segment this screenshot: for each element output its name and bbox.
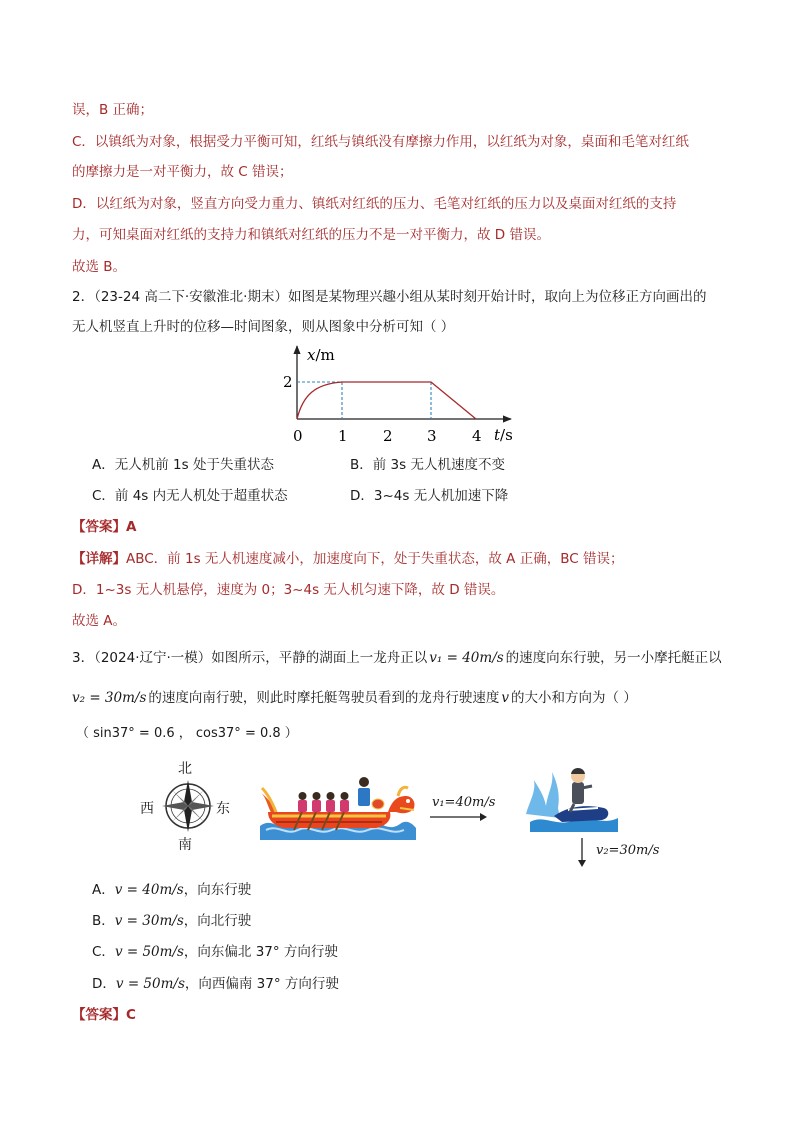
q3-option-d-letter: D．	[92, 976, 116, 992]
q2-option-b: B．前 3s 无人机速度不变	[350, 457, 505, 473]
q3-answer-line	[72, 1005, 136, 1025]
q3-stem-line-2	[72, 688, 637, 708]
q3-option-a-letter: A．	[92, 882, 115, 898]
q3-option-b	[92, 911, 251, 931]
q3-option-c	[92, 942, 338, 962]
q2-displacement-time-graph	[275, 340, 525, 450]
q2-option-d: D．3~4s 无人机加速下降	[350, 488, 509, 504]
prev-solution-line-2: C．以镇纸为对象，根据受力平衡可知，红纸与镇纸没有摩擦力作用，以红纸为对象，桌面和毛笔对红纸	[72, 134, 689, 150]
q2-stem-line-2: 无人机竖直上升时的位移—时间图象，则从图象中分析可知（ ）	[72, 319, 455, 335]
graph-x-tick-3: 3	[427, 427, 437, 445]
q3-v-symbol: v	[501, 690, 510, 706]
dragon-boat-image	[258, 768, 418, 840]
graph-x-tick-0: 0	[293, 427, 303, 445]
v1-arrow-icon	[430, 812, 488, 822]
q3-option-b-math: v = 30m/s	[114, 913, 184, 929]
compass-north-label: 北	[178, 761, 192, 777]
graph-curve	[297, 382, 476, 419]
v2-arrow-icon	[577, 838, 587, 868]
q3-option-d	[92, 974, 339, 994]
prev-solution-line-1: 误，B 正确；	[72, 102, 154, 118]
compass-west-label: 西	[140, 801, 154, 817]
q3-stem-2a: 的速度向南行驶，则此时摩托艇驾驶员看到的龙舟行驶速度	[148, 690, 500, 706]
graph-x-tick-2: 2	[383, 427, 393, 445]
answer-tag: 【答案】	[72, 519, 126, 535]
answer-value: A	[126, 519, 137, 535]
q3-stem-2b: 的大小和方向为（ ）	[511, 690, 637, 706]
graph-x-tick-4: 4	[472, 427, 482, 445]
q3-stem-line-1	[72, 648, 722, 668]
q2-conclusion: 故选 A。	[72, 613, 127, 629]
q3-stem-1b: 的速度向东行驶，另一小摩托艇正以	[505, 650, 722, 666]
q2-stem-line-1: 2．（23-24 高二下·安徽淮北·期末）如图是某物理兴趣小组从某时刻开始计时，取向上为位移正方向画出的	[72, 289, 707, 305]
q3-option-c-math: v = 50m/s	[114, 944, 184, 960]
v2-arrow-label: v₂=30m/s	[596, 843, 660, 858]
q3-option-a	[92, 880, 251, 900]
q3-option-a-math: v = 40m/s	[114, 882, 184, 898]
q2-option-c: C．前 4s 内无人机处于超重状态	[92, 488, 288, 504]
jet-ski-image	[524, 762, 620, 834]
compass-rose-icon	[160, 778, 216, 834]
q2-detail-line-1	[72, 549, 623, 569]
q3-answer-tag: 【答案】	[72, 1007, 126, 1023]
q3-answer-value: C	[126, 1007, 136, 1023]
graph-y-label: x/m	[307, 346, 335, 364]
graph-y-tick-2: 2	[283, 373, 293, 391]
compass-diagram	[138, 758, 238, 854]
graph-x-label: t/s	[494, 426, 513, 444]
q3-option-c-letter: C．	[92, 944, 115, 960]
graph-x-tick-1: 1	[338, 427, 348, 445]
compass-south-label: 南	[178, 837, 192, 853]
prev-solution-line-3: 的摩擦力是一对平衡力，故 C 错误；	[72, 164, 293, 180]
prev-solution-line-5: 力，可知桌面对红纸的支持力和镇纸对红纸的压力不是一对平衡力，故 D 错误。	[72, 227, 550, 243]
q3-v2-math: v₂ = 30m/s	[72, 690, 147, 706]
q3-option-b-letter: B．	[92, 913, 115, 929]
compass-east-label: 东	[216, 801, 230, 817]
q3-option-d-text: ，向西偏南 37° 方向行驶	[184, 976, 339, 992]
q3-option-b-text: ，向北行驶	[183, 913, 252, 929]
q2-detail-line-2: D．1~3s 无人机悬停，速度为 0；3~4s 无人机匀速下降，故 D 错误。	[72, 582, 505, 598]
detail-tag: 【详解】	[72, 551, 126, 567]
prev-solution-conclusion: 故选 B。	[72, 259, 127, 275]
q3-option-a-text: ，向东行驶	[183, 882, 252, 898]
q3-stem-1a: 3．（2024·辽宁·一模）如图所示，平静的湖面上一龙舟正以	[72, 650, 428, 666]
v1-arrow-label: v₁=40m/s	[432, 795, 496, 810]
q3-v1-math: v₁ = 40m/s	[429, 650, 504, 666]
detail-text-1: ABC．前 1s 无人机速度减小，加速度向下，处于失重状态，故 A 正确，BC 错误；	[126, 551, 624, 567]
q3-option-d-math: v = 50m/s	[115, 976, 185, 992]
q3-option-c-text: ，向东偏北 37° 方向行驶	[183, 944, 338, 960]
q2-answer-line	[72, 517, 136, 537]
q3-hint: （ sin37° = 0.6 ， cos37° = 0.8 ）	[76, 726, 298, 741]
q2-option-a: A．无人机前 1s 处于失重状态	[92, 457, 274, 473]
prev-solution-line-4: D．以红纸为对象，竖直方向受力重力、镇纸对红纸的压力、毛笔对红纸的压力以及桌面对红纸的支持	[72, 196, 677, 212]
